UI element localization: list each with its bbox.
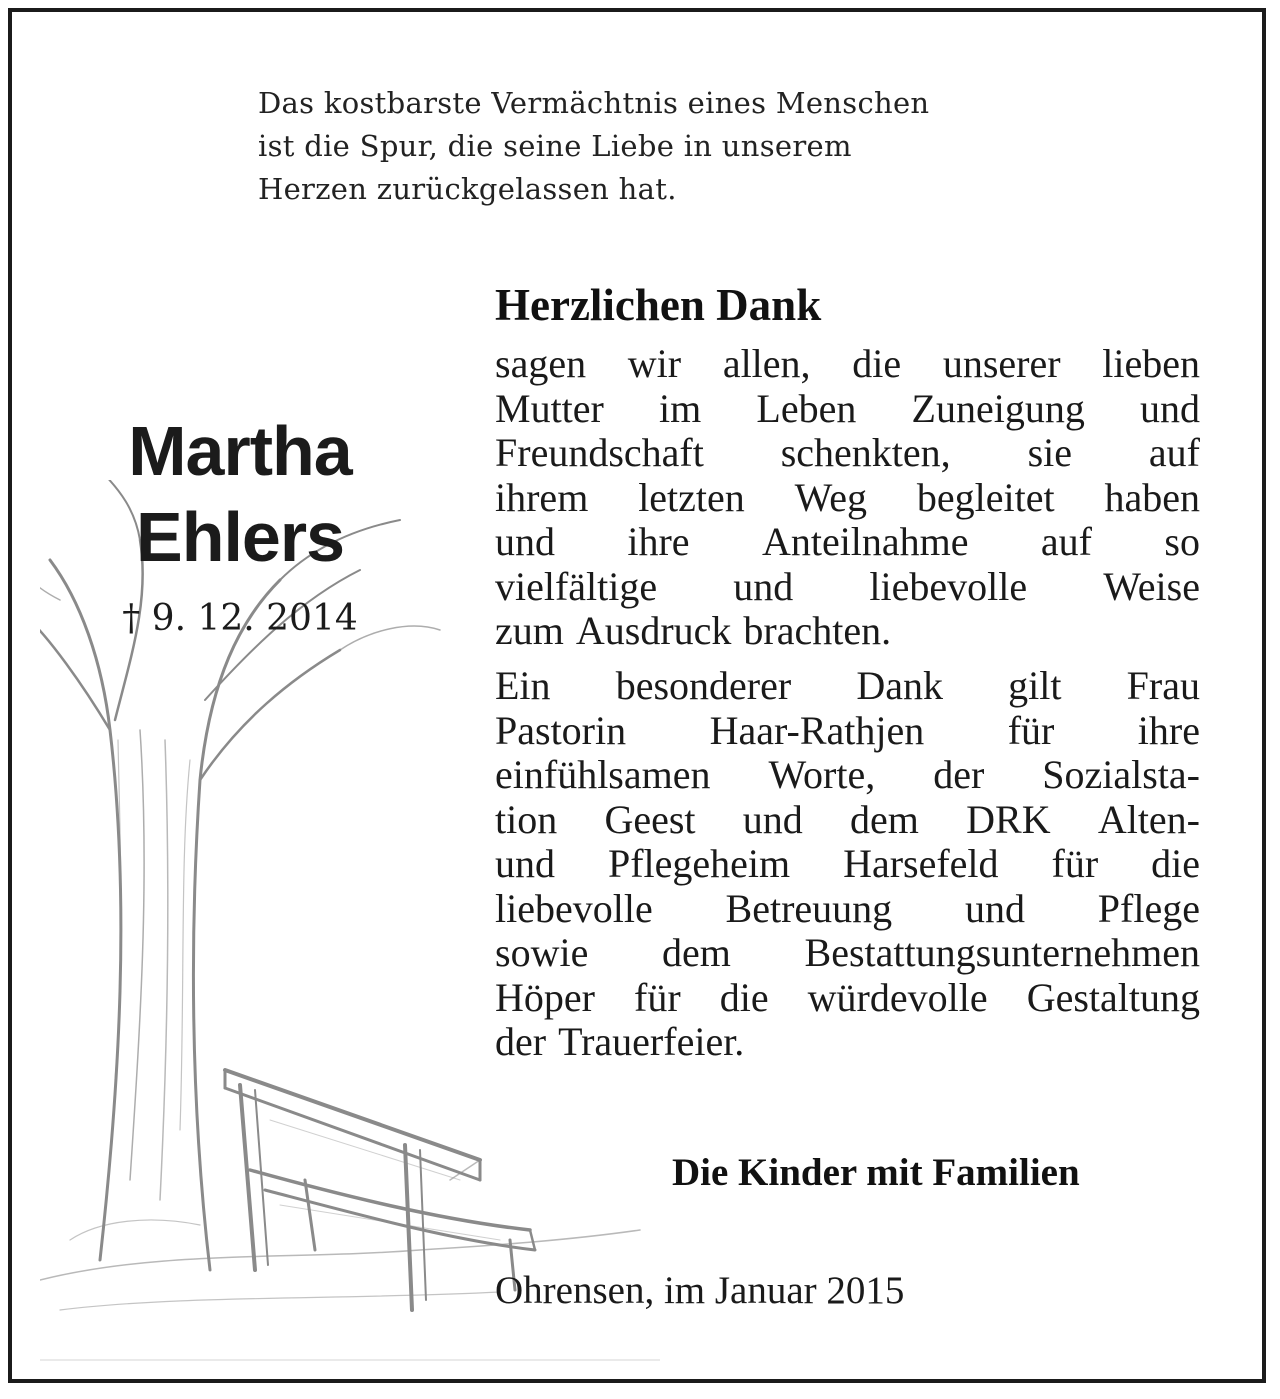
word: tion	[495, 796, 558, 842]
text-line	[495, 431, 1200, 476]
word: Geest	[604, 796, 696, 842]
word: Worte,	[768, 752, 876, 797]
deceased-name	[90, 408, 390, 580]
place-date: Ohrensen, im Januar 2015	[495, 1269, 905, 1312]
text-line	[495, 798, 1200, 843]
word: DRK	[966, 796, 1051, 842]
word: im	[659, 385, 702, 431]
word: Alten-	[1097, 796, 1200, 842]
word: Ein	[495, 663, 551, 708]
signature: Die Kinder mit Familien	[672, 1151, 1080, 1194]
motto-line: Herzen zurückgelassen hat.	[258, 172, 677, 206]
word: schenkten,	[780, 430, 951, 475]
word: und	[733, 563, 794, 609]
word: die	[852, 341, 902, 386]
paragraph-special-thanks	[495, 664, 1200, 1065]
word: dem	[661, 930, 731, 975]
text-line	[495, 887, 1200, 932]
word: vielfältige	[495, 563, 658, 609]
word: Pastorin	[495, 707, 627, 753]
word: sie	[1027, 430, 1072, 475]
word: begleitet	[916, 474, 1055, 520]
text-line	[495, 520, 1200, 565]
word: Frau	[1126, 663, 1200, 708]
paragraph-thanks	[495, 342, 1200, 654]
word: und	[1140, 385, 1200, 431]
word: der	[933, 752, 985, 797]
word: Trauerfeier.	[558, 1019, 745, 1064]
word: dem	[850, 796, 919, 842]
word: auf	[1148, 430, 1200, 475]
word: Freundschaft	[495, 430, 704, 475]
word: Ausdruck	[575, 608, 732, 653]
word: besonderer	[615, 663, 792, 708]
text-line	[495, 1020, 1200, 1065]
word: Zuneigung	[911, 385, 1085, 431]
word: liebevolle	[495, 885, 653, 931]
text-line	[495, 664, 1200, 709]
word: Dank	[856, 663, 943, 708]
motto-line: ist die Spur, die seine Liebe in unserem	[258, 129, 852, 163]
word: für	[634, 974, 681, 1020]
word: lieben	[1102, 341, 1200, 386]
word: und	[742, 796, 803, 842]
word: Weise	[1103, 563, 1200, 609]
motto-line: Das kostbarste Vermächtnis eines Menschen	[258, 86, 930, 120]
word: liebevolle	[869, 563, 1028, 609]
word: gilt	[1008, 663, 1062, 708]
word: Mutter	[495, 385, 604, 431]
word: Höper	[495, 974, 595, 1020]
word: Anteilnahme	[761, 519, 969, 564]
word: letzten	[638, 474, 745, 520]
word: Pflege	[1097, 885, 1200, 931]
word: auf	[1040, 519, 1092, 564]
motto-quote	[258, 82, 1058, 211]
word: Sozialsta-	[1042, 752, 1200, 797]
text-line	[495, 387, 1200, 432]
heading-thanks: Herzlichen Dank	[495, 280, 822, 330]
word: würdevolle	[807, 974, 988, 1020]
word: Bestattungsunternehmen	[804, 930, 1200, 975]
text-line	[495, 565, 1200, 610]
text-line	[495, 976, 1200, 1021]
text-line	[495, 931, 1200, 976]
word: einfühlsamen	[495, 752, 711, 797]
text-line	[495, 842, 1200, 887]
word: die	[719, 974, 769, 1020]
word: ihrem	[495, 474, 589, 520]
word: haben	[1104, 474, 1200, 520]
text-line	[495, 709, 1200, 754]
word: Betreuung	[725, 885, 893, 931]
word: der	[495, 1019, 547, 1064]
word: und	[495, 841, 555, 886]
word: für	[1051, 841, 1099, 886]
first-name: Martha	[128, 412, 352, 490]
word: Pflegeheim	[607, 841, 791, 886]
word: sowie	[495, 930, 589, 975]
word: die	[1151, 841, 1200, 886]
word: und	[964, 885, 1025, 931]
word: Gestaltung	[1026, 974, 1200, 1020]
word: unserer	[942, 341, 1061, 386]
word: sagen	[495, 341, 587, 386]
word: ihre	[1137, 707, 1200, 753]
word: brachten.	[743, 608, 892, 653]
word: Weg	[794, 474, 867, 520]
death-date: † 9. 12. 2014	[122, 598, 358, 639]
word: zum	[495, 608, 564, 653]
text-line	[495, 342, 1200, 387]
word: und	[495, 519, 555, 564]
text-line	[495, 753, 1200, 798]
word: Haar-Rathjen	[709, 707, 925, 753]
text-line	[495, 476, 1200, 521]
word: für	[1007, 707, 1055, 753]
word: Harsefeld	[843, 841, 999, 886]
word: allen,	[722, 341, 811, 386]
word: so	[1164, 519, 1200, 564]
text-line	[495, 609, 1200, 654]
word: Leben	[756, 385, 857, 431]
last-name: Ehlers	[136, 498, 344, 576]
word: ihre	[627, 519, 690, 564]
word: wir	[627, 341, 682, 386]
